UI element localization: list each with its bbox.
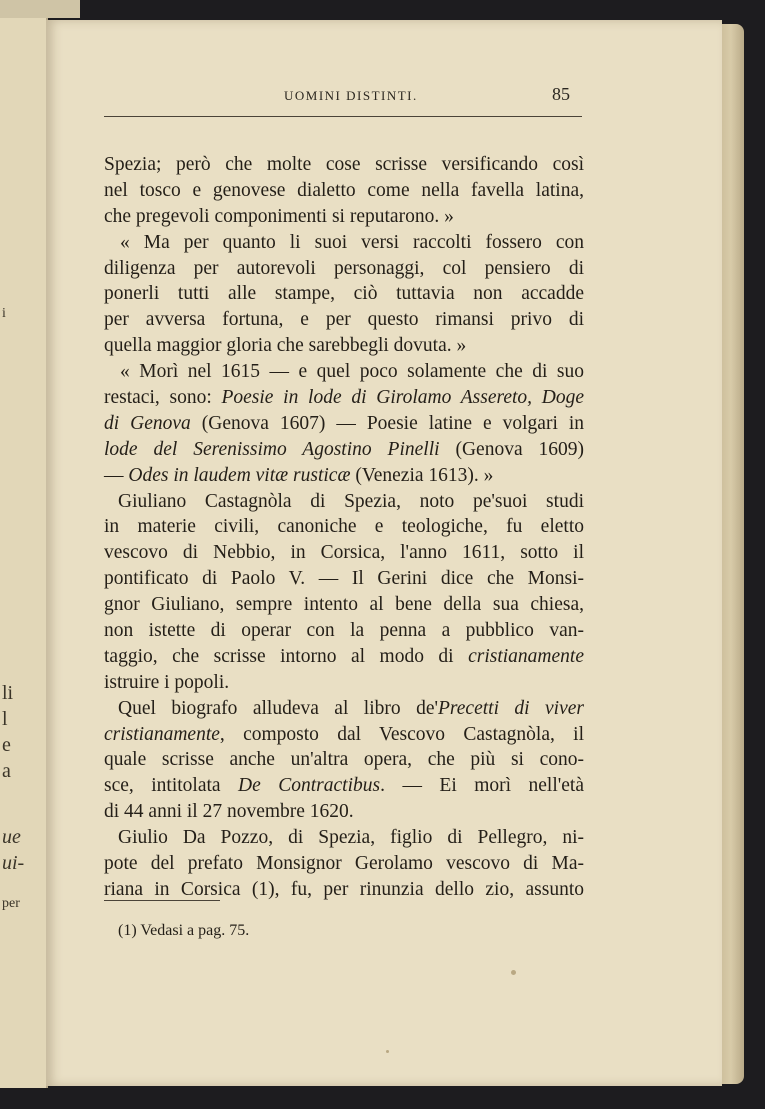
running-title: UOMINI DISTINTI. — [284, 88, 418, 103]
text-line: quella maggior gloria che sarebbegli dovuta. » — [104, 335, 467, 357]
text-line: diligenza per autorevoli personaggi, col pensiero di — [104, 257, 584, 279]
text-line: per avversa fortuna, e per questo rimansi privo di — [104, 309, 584, 331]
left-page-edge — [0, 18, 48, 1088]
text-line: pontificato di Paolo V. — Il Gerini dice che Monsi- — [104, 568, 584, 590]
text-line: in materie civili, canoniche e teologiche, fu eletto — [104, 516, 584, 538]
page-header — [104, 84, 576, 108]
text-line: restaci, sono: Poesie in lode di Girolamo Assereto, Doge — [104, 387, 584, 409]
text-line: Giulio Da Pozzo, di Spezia, figlio di Pellegro, ni- — [118, 827, 584, 849]
left-fragment: l — [2, 708, 8, 730]
body-text — [104, 152, 584, 903]
footnote: (1) Vedasi a pag. 75. — [118, 922, 250, 939]
italic-title: cristianamente — [468, 645, 584, 667]
left-fragment: per — [2, 896, 20, 911]
text-line: quale scrisse anche un'altra opera, che più si cono- — [104, 749, 584, 771]
text-line: Quel biografo alludeva al libro de'Precetti di viver — [118, 697, 584, 719]
text-line: ponerli tutti alle stampe, ciò tuttavia non accadde — [104, 283, 584, 305]
left-fragment: ui- — [2, 852, 25, 874]
text-line: di Genova (Genova 1607) — Poesie latine e volgari in — [104, 412, 584, 434]
text-line: cristianamente, composto dal Vescovo Castagnòla, il — [104, 723, 584, 745]
text-line: lode del Serenissimo Agostino Pinelli (Genova 1609) — [104, 438, 584, 460]
text-line: — Odes in laudem vitæ rusticæ (Venezia 1613). » — [104, 464, 494, 486]
text-line: sce, intitolata De Contractibus. — Ei morì nell'età — [104, 775, 585, 797]
paper-spot — [511, 970, 516, 975]
text-line: pote del prefato Monsignor Gerolamo vescovo di Ma- — [104, 853, 584, 875]
text-line: vescovo di Nebbio, in Corsica, l'anno 1611, sotto il — [104, 542, 584, 564]
italic-title: Poesie in lode di Girolamo Assereto, Doge — [221, 387, 584, 409]
italic-title: lode del Serenissimo Agostino Pinelli — [104, 438, 440, 460]
header-rule — [104, 116, 582, 117]
text-line: taggio, che scrisse intorno al modo di cristianamente — [104, 645, 584, 667]
text-line: istruire i popoli. — [104, 671, 230, 693]
left-fragment: i — [2, 306, 6, 321]
text-line: di 44 anni il 27 novembre 1620. — [104, 801, 354, 823]
left-fragment: ue — [2, 826, 21, 848]
left-fragment: a — [2, 760, 11, 782]
text-line: non istette di operar con la penna a pubblico van- — [104, 620, 584, 642]
page-number: 85 — [552, 84, 570, 104]
text-line: che pregevoli componimenti si reputarono. » — [104, 205, 454, 227]
top-strip — [0, 0, 80, 18]
book-page — [46, 20, 722, 1086]
italic-title: De Contractibus — [238, 775, 381, 797]
text-line: Giuliano Castagnòla di Spezia, noto pe'suoi studi — [118, 490, 584, 512]
left-fragment: li — [2, 682, 14, 704]
left-fragment: e — [2, 734, 11, 756]
text-line: riana in Corsica (1), fu, per rinunzia dello zio, assunto — [104, 878, 584, 900]
text-line: « Morì nel 1615 — e quel poco solamente che di suo — [120, 361, 584, 383]
text-line: Spezia; però che molte cose scrisse versificando così — [104, 154, 584, 175]
italic-title: di Genova — [104, 412, 191, 434]
italic-title: cristianamente — [104, 723, 220, 745]
italic-title: Precetti di viver — [438, 697, 584, 719]
paper-spot — [386, 1050, 389, 1053]
footnote-rule — [104, 900, 220, 901]
text-line: nel tosco e genovese dialetto come nella favella latina, — [104, 179, 584, 201]
text-line: gnor Giuliano, sempre intento al bene della sua chiesa, — [104, 594, 584, 616]
text-line: « Ma per quanto li suoi versi raccolti fossero con — [120, 231, 584, 253]
italic-title: Odes in laudem vitæ rusticæ — [128, 464, 351, 486]
